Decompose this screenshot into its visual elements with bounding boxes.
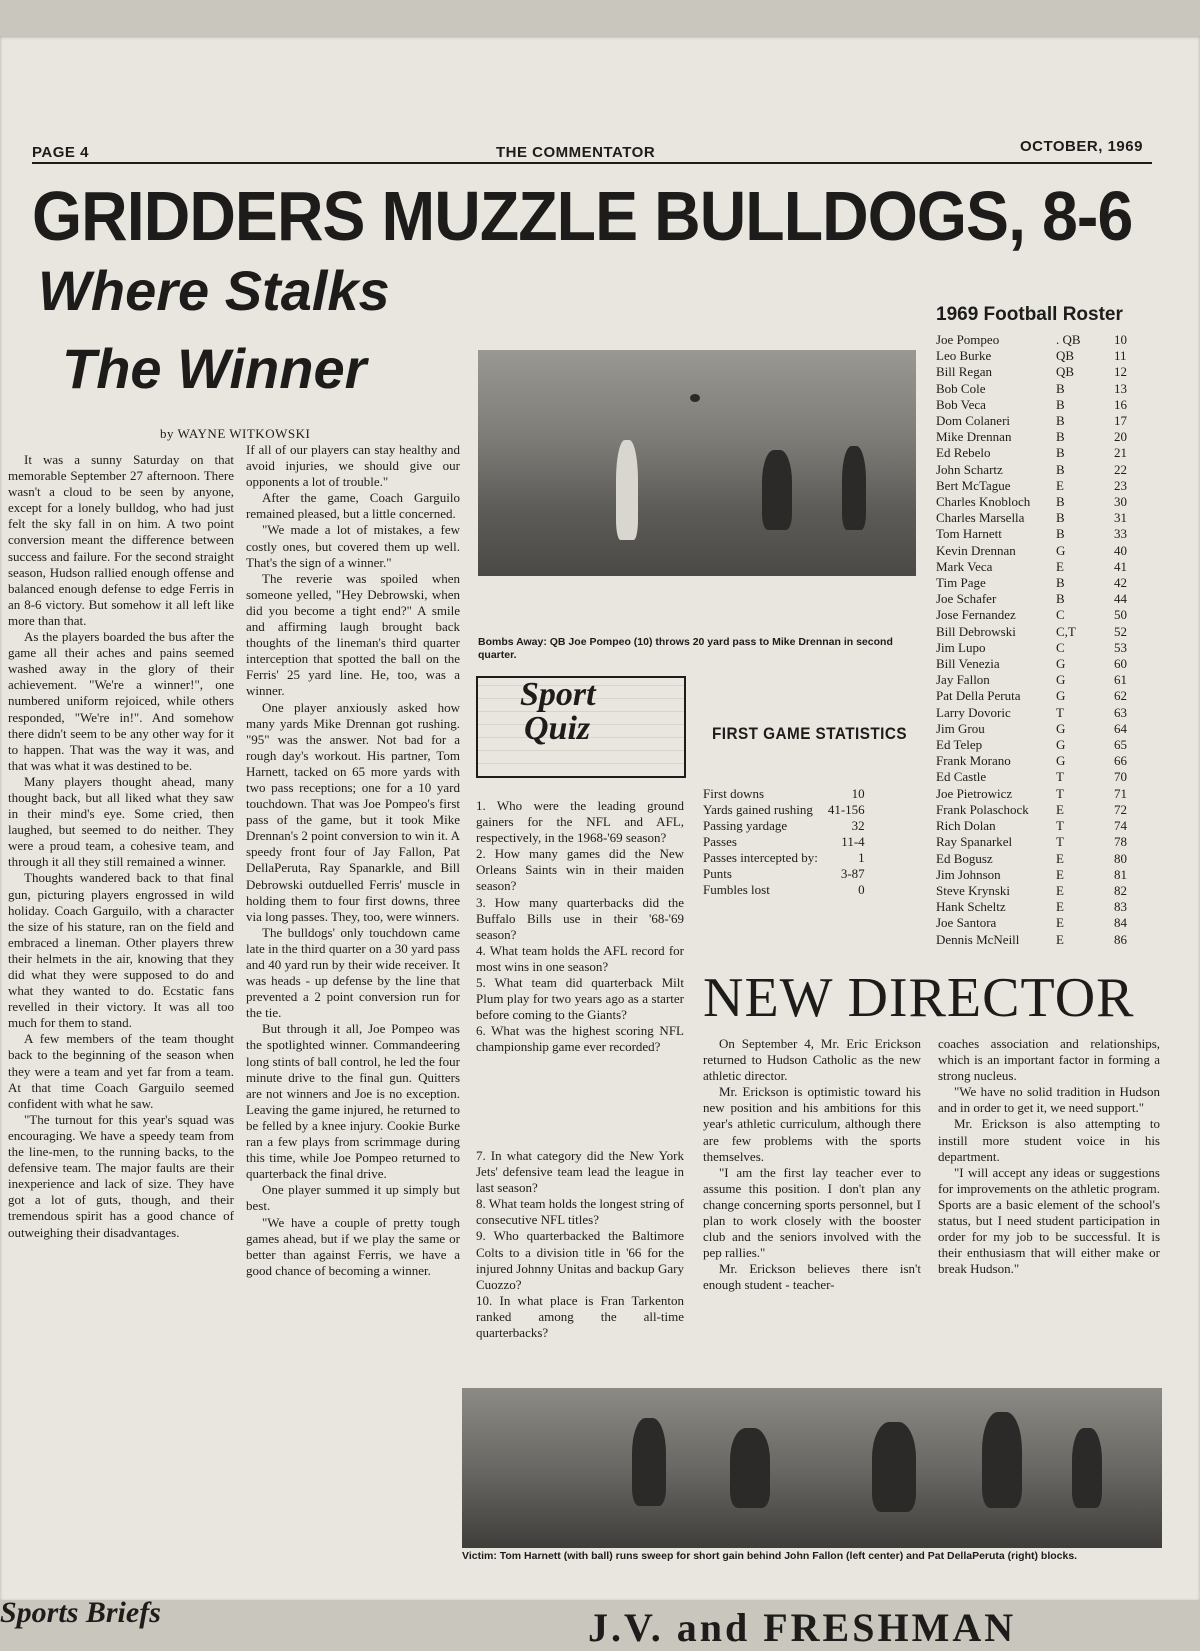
roster-position: B (1056, 461, 1065, 477)
roster-number: 64 (1114, 720, 1127, 736)
roster-position: C (1056, 639, 1065, 655)
player-figure (1072, 1428, 1102, 1508)
stats-value: 0 (858, 882, 865, 897)
roster-row (936, 818, 1154, 834)
roster-row (936, 640, 1154, 656)
quiz-question: 10. In what place is Fran Tarkenton ranked among the all-time quarterbacks? (476, 1292, 684, 1341)
roster-row (936, 786, 1154, 802)
stats-label: First downs (703, 786, 765, 801)
quarterback-figure (616, 440, 638, 540)
roster-position: . QB (1056, 332, 1081, 347)
roster-number: 53 (1114, 639, 1127, 655)
football (690, 394, 700, 402)
story-column-2 (246, 442, 460, 1279)
roster-position: G (1056, 542, 1066, 558)
roster-player-name: Ed Telep (936, 737, 983, 753)
roster-position: E (1056, 899, 1064, 915)
roster-number: 86 (1114, 931, 1127, 947)
roster-player-name: Joe Pietrowicz (936, 785, 1013, 801)
roster-row (936, 526, 1154, 542)
roster-player-name: Bill Debrowski (936, 623, 1016, 639)
paragraph: One player summed it up simply but best. (246, 1182, 460, 1214)
roster-position: C (1056, 607, 1065, 623)
roster-number: 10 (1114, 332, 1127, 347)
story-kicker-line1: Where Stalks (38, 259, 390, 322)
byline: by WAYNE WITKOWSKI (160, 426, 311, 441)
roster-position: T (1056, 834, 1064, 850)
roster-number: 41 (1114, 558, 1127, 574)
roster-row (936, 478, 1154, 494)
roster-position: E (1056, 915, 1064, 931)
roster-number: 82 (1114, 882, 1127, 898)
roster-player-name: Bob Veca (936, 396, 986, 412)
roster-position: B (1056, 396, 1065, 412)
stats-label: Punts (703, 866, 732, 881)
roster-player-name: Tim Page (936, 575, 986, 591)
roster-row (936, 688, 1154, 704)
paragraph: "The turnout for this year's squad was encouraging. We have a speedy team from the line-men, to the running backs, to the defensive team. The major faults are their inexperience and lack of size. They have got a lot of guts, though, and their tremendous spirit has a good chance of outweighing their disadvantages. (8, 1111, 234, 1240)
roster-row (936, 510, 1154, 526)
roster-row (936, 348, 1154, 364)
quiz-question: 9. Who quarterbacked the Baltimore Colts to a division title in '66 for the injured Johnny Unitas and backup Gary Cuozzo? (476, 1228, 684, 1292)
roster-player-name: Hank Scheltz (936, 899, 1006, 915)
roster-number: 65 (1114, 737, 1127, 753)
roster-player-name: Joe Santora (936, 915, 997, 931)
roster-position: C,T (1056, 623, 1076, 639)
roster-number: 11 (1114, 348, 1127, 364)
roster-position: E (1056, 801, 1064, 817)
roster-row (936, 851, 1154, 867)
roster-number: 70 (1114, 769, 1127, 785)
roster-position: G (1056, 672, 1066, 688)
roster-number: 63 (1114, 704, 1127, 720)
roster-number: 23 (1114, 477, 1127, 493)
roster-player-name: Bob Cole (936, 380, 986, 396)
roster-row (936, 413, 1154, 429)
player-figure (982, 1412, 1022, 1508)
roster-position: E (1056, 850, 1064, 866)
game-photo-pass (478, 350, 916, 576)
roster-player-name: Bill Regan (936, 364, 992, 380)
roster-row (936, 494, 1154, 510)
roster-number: 66 (1114, 753, 1127, 769)
paragraph: "We have no solid tradition in Hudson and in order to get it, we need support." (938, 1084, 1160, 1116)
stats-row (703, 866, 865, 882)
roster-row (936, 397, 1154, 413)
roster-number: 31 (1114, 510, 1127, 526)
roster-player-name: Frank Polaschock (936, 801, 1029, 817)
paragraph: coaches association and relationships, which is an important factor in forming a strong nucleus. (938, 1036, 1160, 1084)
paragraph: A few members of the team thought back to the beginning of the season when they were a team and yet far from a team. At that time Coach Garguilo seemed confident with what he saw. (8, 1031, 234, 1111)
roster-player-name: Frank Morano (936, 753, 1011, 769)
roster-position: B (1056, 526, 1065, 542)
director-column-1 (703, 1036, 921, 1294)
paragraph: Many players thought ahead, many thought back, but all liked what they saw in their mind's eye. Some cried, then laughed, but seemed to do neither. They were a proud team, a cohesive team, and through it all they still remained a winner. (8, 773, 234, 870)
paragraph: "We made a lot of mistakes, a few costly ones, but covered them up well. That's the sign of a winner." (246, 522, 460, 570)
roster-position: T (1056, 818, 1064, 834)
paragraph: As the players boarded the bus after the game all their aches and pains seemed washed away in the glory of their achievement. "We're a winner!", one numbered uniform rejoiced, while others responded, "We're in!". And somehow there didn't seem to be any other way for it to happen. That was the way it was, and that was what it was destined to be. (8, 629, 234, 773)
roster-player-name: Tom Harnett (936, 526, 1002, 542)
roster-number: 61 (1114, 672, 1127, 688)
paragraph: Thoughts wandered back to that final gun, picturing players engrossed in wild holiday. Coach Garguilo, with a character the size of his stature, ran on the field and embraced a lineman. Other players threw their helmets in the air, knowing that they did what they were supposed to do and what they wanted to do. Ecstatic fans revelled in their victory. It was all too much for them to stand. (8, 870, 234, 1031)
roster-position: E (1056, 882, 1064, 898)
paragraph: But through it all, Joe Pompeo was the spotlighted winner. Commandeering long stints of ball control, he led the four minute drive to the final gun. Quitters are not winners and Joe is no exception. Leaving the game injured, he returned to be felled by a knee injury. Cookie Burke ran a few plays from scrimmage during this time, while Joe Pompeo returned to quarterback the final drive. (246, 1021, 460, 1182)
quiz-question: 5. What team did quarterback Milt Plum play for two years ago as a starter before coming to the Giants? (476, 975, 684, 1023)
director-headline: NEW DIRECTOR (703, 967, 1135, 1029)
roster-row (936, 575, 1154, 591)
quiz-question: 4. What team holds the AFL record for most wins in one season? (476, 942, 684, 974)
roster-row (936, 705, 1154, 721)
roster-row (936, 769, 1154, 785)
paragraph: It was a sunny Saturday on that memorable September 27 afternoon. There wasn't a cloud to be seen by anyone, except for a lonely bulldog, who had just felt the sky fall in on him. A two point conversion meant the difference between success and failure. For the second straight season, Hudson rallied enough offense and balanced enough defense to edge Ferris in an 8-6 victory. But somehow it all left like more than that. (8, 452, 234, 628)
roster-player-name: Mark Veca (936, 558, 993, 574)
roster-number: 60 (1114, 656, 1127, 672)
stats-row (703, 850, 865, 866)
roster-number: 13 (1114, 380, 1127, 396)
roster-player-name: Dennis McNeill (936, 931, 1020, 947)
roster-row (936, 883, 1154, 899)
player-figure (730, 1428, 770, 1508)
stats-table (703, 786, 865, 898)
sports-briefs-heading: Sports Briefs (0, 1596, 161, 1629)
player-figure (632, 1418, 666, 1506)
stats-row (703, 834, 865, 850)
main-headline: GRIDDERS MUZZLE BULLDOGS, 8-6 (32, 177, 1133, 255)
stats-value: 1 (858, 850, 865, 865)
roster-position: G (1056, 656, 1066, 672)
roster-table (936, 332, 1154, 948)
roster-number: 33 (1114, 526, 1127, 542)
roster-position: B (1056, 494, 1065, 510)
roster-row (936, 364, 1154, 380)
roster-number: 22 (1114, 461, 1127, 477)
roster-row (936, 867, 1154, 883)
roster-player-name: Dom Colaneri (936, 413, 1011, 429)
roster-row (936, 899, 1154, 915)
roster-position: B (1056, 380, 1065, 396)
roster-position: QB (1056, 364, 1075, 380)
newspaper-name: THE COMMENTATOR (496, 144, 656, 161)
roster-row (936, 802, 1154, 818)
roster-row (936, 834, 1154, 850)
stats-label: Fumbles lost (703, 882, 770, 897)
roster-position: T (1056, 769, 1064, 785)
roster-position: G (1056, 720, 1066, 736)
roster-number: 78 (1114, 834, 1127, 850)
roster-player-name: Leo Burke (936, 348, 992, 364)
masthead-rule (32, 162, 1152, 164)
roster-title: 1969 Football Roster (936, 304, 1123, 325)
roster-number: 84 (1114, 915, 1127, 931)
photo1-caption: Bombs Away: QB Joe Pompeo (10) throws 20 yard pass to Mike Drennan in second quarter. (478, 636, 893, 661)
roster-row (936, 543, 1154, 559)
paragraph: "I will accept any ideas or suggestions for improvements on the athletic program. Sports are a basic element of the school's status, but I need student participation in order for my job to be successful. It is their enthusiasm that will either make or break Hudson." (938, 1164, 1160, 1277)
roster-number: 42 (1114, 575, 1127, 591)
roster-position: T (1056, 704, 1064, 720)
roster-row (936, 332, 1154, 348)
issue-date: OCTOBER, 1969 (1020, 138, 1143, 155)
roster-number: 21 (1114, 445, 1127, 461)
quiz-question: 6. What was the highest scoring NFL championship game ever recorded? (476, 1023, 684, 1055)
stats-value: 3-87 (840, 866, 865, 881)
game-photo-sweep (462, 1388, 1162, 1548)
stats-value: 41-156 (827, 802, 865, 817)
story-column-1 (8, 452, 234, 1241)
roster-number: 17 (1114, 413, 1127, 429)
roster-player-name: Ed Castle (936, 769, 987, 785)
roster-number: 40 (1114, 542, 1127, 558)
roster-number: 20 (1114, 429, 1127, 445)
roster-row (936, 656, 1154, 672)
stats-label: Passing yardage (703, 818, 788, 833)
roster-player-name: Pat Della Peruta (936, 688, 1021, 704)
roster-row (936, 607, 1154, 623)
stats-row (703, 882, 865, 898)
roster-position: G (1056, 688, 1066, 704)
paragraph: "I am the first lay teacher ever to assume this position. I don't plan any change concerning sports personnel, but I plan to work closely with the booster club and the seniors involved with the pep rallies." (703, 1164, 921, 1261)
newspaper-page (0, 36, 1200, 1650)
roster-number: 74 (1114, 818, 1127, 834)
quiz-questions-1 (476, 798, 684, 1056)
roster-row (936, 672, 1154, 688)
quiz-question: 7. In what category did the New York Jets' defensive team lead the league in last season? (476, 1148, 684, 1196)
roster-number: 12 (1114, 364, 1127, 380)
sport-quiz-title-2: Quiz (524, 710, 591, 747)
roster-player-name: Ed Rebelo (936, 445, 991, 461)
roster-number: 62 (1114, 688, 1127, 704)
roster-position: T (1056, 785, 1064, 801)
roster-number: 83 (1114, 899, 1127, 915)
roster-row (936, 915, 1154, 931)
paragraph: "We have a couple of pretty tough games ahead, but if we play the same or better than against Ferris, we have a good chance of becoming a winner. (246, 1214, 460, 1278)
quiz-question: 1. Who were the leading ground gainers for the NFL and AFL, respectively, in the 1968-'69 season? (476, 798, 684, 846)
roster-position: QB (1056, 348, 1075, 364)
paragraph: Mr. Erickson is optimistic toward his new position and his ambitions for this year's athletic curriculum, although there are few problems with the sports themselves. (703, 1084, 921, 1164)
stats-label: Passes (703, 834, 737, 849)
roster-number: 71 (1114, 785, 1127, 801)
roster-number: 16 (1114, 396, 1127, 412)
stats-row (703, 802, 865, 818)
roster-position: B (1056, 413, 1065, 429)
story-kicker-line2: The Winner (62, 337, 367, 400)
roster-row (936, 932, 1154, 948)
roster-row (936, 721, 1154, 737)
page-number: PAGE 4 (32, 144, 89, 161)
player-figure (762, 450, 792, 530)
paragraph: Mr. Erickson is also attempting to instill more student voice in his department. (938, 1116, 1160, 1164)
roster-number: 80 (1114, 850, 1127, 866)
roster-position: B (1056, 510, 1065, 526)
roster-player-name: Bill Venezia (936, 656, 1000, 672)
jv-freshman-heading: J.V. and FRESHMAN (588, 1605, 1017, 1650)
director-column-2 (938, 1036, 1160, 1277)
roster-player-name: John Schartz (936, 461, 1003, 477)
roster-player-name: Joe Schafer (936, 591, 997, 607)
roster-number: 72 (1114, 801, 1127, 817)
stats-row (703, 818, 865, 834)
paragraph: After the game, Coach Garguilo remained pleased, but a little concerned. (246, 490, 460, 522)
roster-player-name: Jim Grou (936, 720, 985, 736)
paragraph: The reverie was spoiled when someone yelled, "Hey Debrowski, when did you become a tight end?" A smile and affirming laugh brought back thoughts of the lineman's third quarter interception that spotted the ball on the Ferris' 25 yard line. He, too, was a winner. (246, 570, 460, 699)
paragraph: The bulldogs' only touchdown came late in the third quarter on a 30 yard pass and 40 yard run by their wide receiver. It was heads - up defense by the line that prevented a 2 point conversion run for the tie. (246, 924, 460, 1021)
roster-row (936, 624, 1154, 640)
roster-number: 50 (1114, 607, 1127, 623)
roster-position: E (1056, 477, 1064, 493)
quiz-question: 2. How many games did the New Orleans Saints win in their maiden season? (476, 846, 684, 894)
paragraph: If all of our players can stay healthy and avoid injuries, we should give our opponents a lot of trouble." (246, 442, 460, 490)
roster-player-name: Joe Pompeo (936, 332, 1000, 347)
player-figure (842, 446, 866, 530)
stats-value: 32 (851, 818, 865, 833)
stats-label: Yards gained rushing (703, 802, 813, 817)
roster-player-name: Larry Dovoric (936, 704, 1011, 720)
roster-position: B (1056, 575, 1065, 591)
paragraph: Mr. Erickson believes there isn't enough student - teacher- (703, 1261, 921, 1293)
roster-row (936, 737, 1154, 753)
player-figure (872, 1422, 916, 1512)
roster-position: G (1056, 753, 1066, 769)
roster-player-name: Steve Krynski (936, 882, 1011, 898)
stats-title: FIRST GAME STATISTICS (712, 724, 908, 743)
roster-position: B (1056, 445, 1065, 461)
stats-value: 10 (851, 786, 865, 801)
roster-player-name: Charles Marsella (936, 510, 1025, 526)
roster-position: E (1056, 558, 1064, 574)
roster-position: B (1056, 429, 1065, 445)
roster-player-name: Jay Fallon (936, 672, 990, 688)
photo2-caption: Victim: Tom Harnett (with ball) runs sweep for short gain behind John Fallon (left center) and Pat DellaPeruta (right) blocks. (462, 1550, 1078, 1562)
quiz-question: 8. What team holds the longest string of consecutive NFL titles? (476, 1196, 684, 1228)
roster-player-name: Jose Fernandez (936, 607, 1016, 623)
roster-player-name: Ed Bogusz (936, 850, 993, 866)
stats-label: Passes intercepted by: (703, 850, 818, 865)
roster-player-name: Ray Spanarkel (936, 834, 1013, 850)
roster-number: 44 (1114, 591, 1127, 607)
roster-player-name: Jim Johnson (936, 866, 1001, 882)
roster-player-name: Mike Drennan (936, 429, 1012, 445)
roster-position: E (1056, 866, 1064, 882)
roster-number: 30 (1114, 494, 1127, 510)
roster-position: E (1056, 931, 1064, 947)
quiz-question: 3. How many quarterbacks did the Buffalo Bills use in their '68-'69 season? (476, 894, 684, 942)
stats-value: 11-4 (841, 834, 865, 849)
roster-player-name: Jim Lupo (936, 639, 986, 655)
roster-row (936, 462, 1154, 478)
roster-row (936, 753, 1154, 769)
roster-player-name: Bert McTague (936, 477, 1011, 493)
roster-position: G (1056, 737, 1066, 753)
roster-player-name: Rich Dolan (936, 818, 996, 834)
roster-row (936, 445, 1154, 461)
roster-number: 52 (1114, 623, 1127, 639)
roster-row (936, 429, 1154, 445)
quiz-questions-2 (476, 1148, 684, 1341)
paragraph: One player anxiously asked how many yards Mike Drennan got rushing. "95" was the answer. Not bad for a rough day's workout. His partner, Tom Harnett, tacked on 65 more yards with two pass receptions; one for a 10 yard touchdown. That was Joe Pompeo's first pass of the game, but it took Mike Drennan's 2 point conversion to win it. A speedy front four of Jay Fallon, Pat DellaPeruta, Ray Spanarkle, and Bill Debrowski outduelled Ferris' muscle in holding them to four first downs, three via long passes. They, too, were winners. (246, 699, 460, 924)
roster-row (936, 591, 1154, 607)
roster-number: 81 (1114, 866, 1127, 882)
roster-row (936, 381, 1154, 397)
roster-player-name: Kevin Drennan (936, 542, 1016, 558)
roster-row (936, 559, 1154, 575)
roster-player-name: Charles Knobloch (936, 494, 1031, 510)
roster-position: B (1056, 591, 1065, 607)
stats-row (703, 786, 865, 802)
paragraph: On September 4, Mr. Eric Erickson returned to Hudson Catholic as the new athletic director. (703, 1036, 921, 1084)
sport-quiz-title-1: Sport (520, 676, 596, 713)
